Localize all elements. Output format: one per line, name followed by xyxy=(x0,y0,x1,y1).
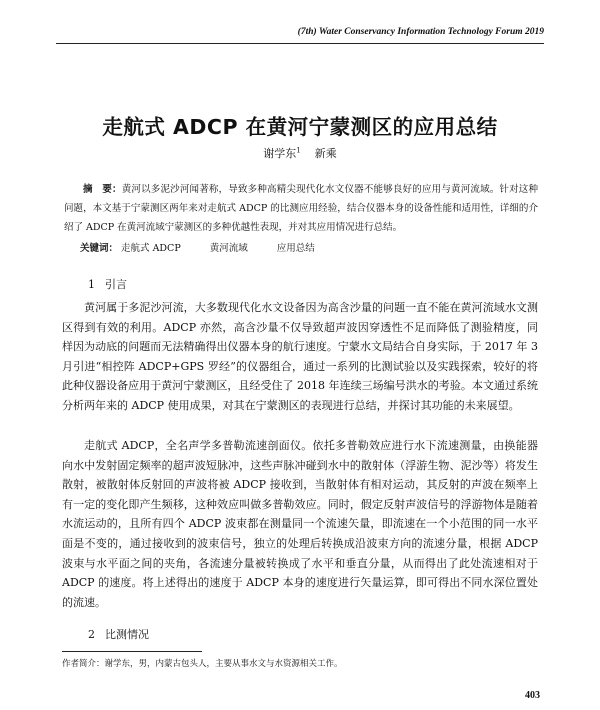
header-rule xyxy=(56,43,544,44)
keywords-label: 关键词： xyxy=(80,243,119,254)
author-footnote: 作者简介：谢学东，男，内蒙古包头人，主要从事水文与水资源相关工作。 xyxy=(62,659,343,669)
body-paragraph xyxy=(62,298,538,416)
section-title: 引言 xyxy=(105,278,127,291)
keyword: 走航式 ADCP xyxy=(121,243,181,254)
keyword: 应用总结 xyxy=(276,243,315,254)
paragraph-text: 黄河属于多泥沙河流，大多数现代化水文设备因为高含沙量的问题一直不能在黄河流域水文测区得到有效的利用。ADCP 亦然，高含沙量不仅导致超声波因穿透性不足而降低了测验精度，同样因为动底的问题而无法精确得出仪器本身的航行速度。宁蒙水文局结合自身实际，于 2017 年 3 月引进“相控阵 ADCP+GPS 罗经”的仪器组合，通过一系列的比测试验以及实践探索，较好的将此种仪器设备应用于黄河宁蒙测区，且经受住了 2018 年连续三场编号洪水的考验。本文通过系统分析两年来的 ADCP 使用成果，对其在宁蒙测区的表现进行总结，并探讨其功能的未来展望。 xyxy=(62,301,538,412)
author-name: 新乘 xyxy=(314,147,337,160)
paragraph-text: 走航式 ADCP，全名声学多普勒流速剖面仪。依托多普勒效应进行水下流速测量，由换能器向水中发射固定频率的超声波短脉冲，这些声脉冲碰到水中的散射体（浮游生物、泥沙等）将发生散射，被散射体反射回的声波将被 ADCP 接收到，当散射体有相对运动，其反射的声波在频率上有一定的变化即产生频移，这种效应叫做多普勒效应。同时，假定反射声波信号的浮游物体是随着水流运动的，且所有四个 ADCP 波束都在测量同一个流速矢量，即流速在一个小范围的同一水平面是不变的，通过接收到的波束信号，独立的处理后转换成沿波束方向的流速分量，根据 ADCP 波束与水平面之间的夹角，各流速分量被转换成了水平和垂直分量，从而得出了此处流速相对于 ADCP 的速度。将上述得出的速度于 ADCP 本身的速度进行矢量运算，即可得出不同水深位置处的流速。 xyxy=(62,439,538,609)
section-number: 1 xyxy=(88,278,95,291)
journal-name: (7th) Water Conservancy Information Technology Forum 2019 xyxy=(297,27,544,37)
abstract-text: 黄河以多泥沙河闻著称，导致多种高精尖现代化水文仪器不能够良好的应用与黄河流域。针对这种问题，本文基于宁蒙测区两年来对走航式 ADCP 的比测应用经验，结合仪器本身的设备性能和适用性，详细的介绍了 ADCP 在黄河流域宁蒙测区的多种优越性表现，并对其应用情况进行总结。 xyxy=(64,184,538,233)
section-heading xyxy=(88,276,127,292)
abstract-label: 摘 要： xyxy=(83,184,122,195)
author-affiliation-mark: 1 xyxy=(296,146,301,155)
author-line xyxy=(0,145,600,161)
keyword: 黄河流域 xyxy=(209,243,248,254)
running-header xyxy=(56,27,544,43)
paper-title: 走航式 ADCP 在黄河宁蒙测区的应用总结 xyxy=(102,115,498,139)
section-number: 2 xyxy=(88,628,95,641)
page-number: 403 xyxy=(525,690,540,701)
section-title: 比测情况 xyxy=(105,628,149,641)
abstract xyxy=(64,180,538,237)
author-name: 谢学东 xyxy=(263,147,297,160)
footnote-rule xyxy=(62,651,202,652)
body-paragraph xyxy=(62,436,538,612)
keywords xyxy=(64,240,538,254)
section-heading xyxy=(88,626,149,642)
